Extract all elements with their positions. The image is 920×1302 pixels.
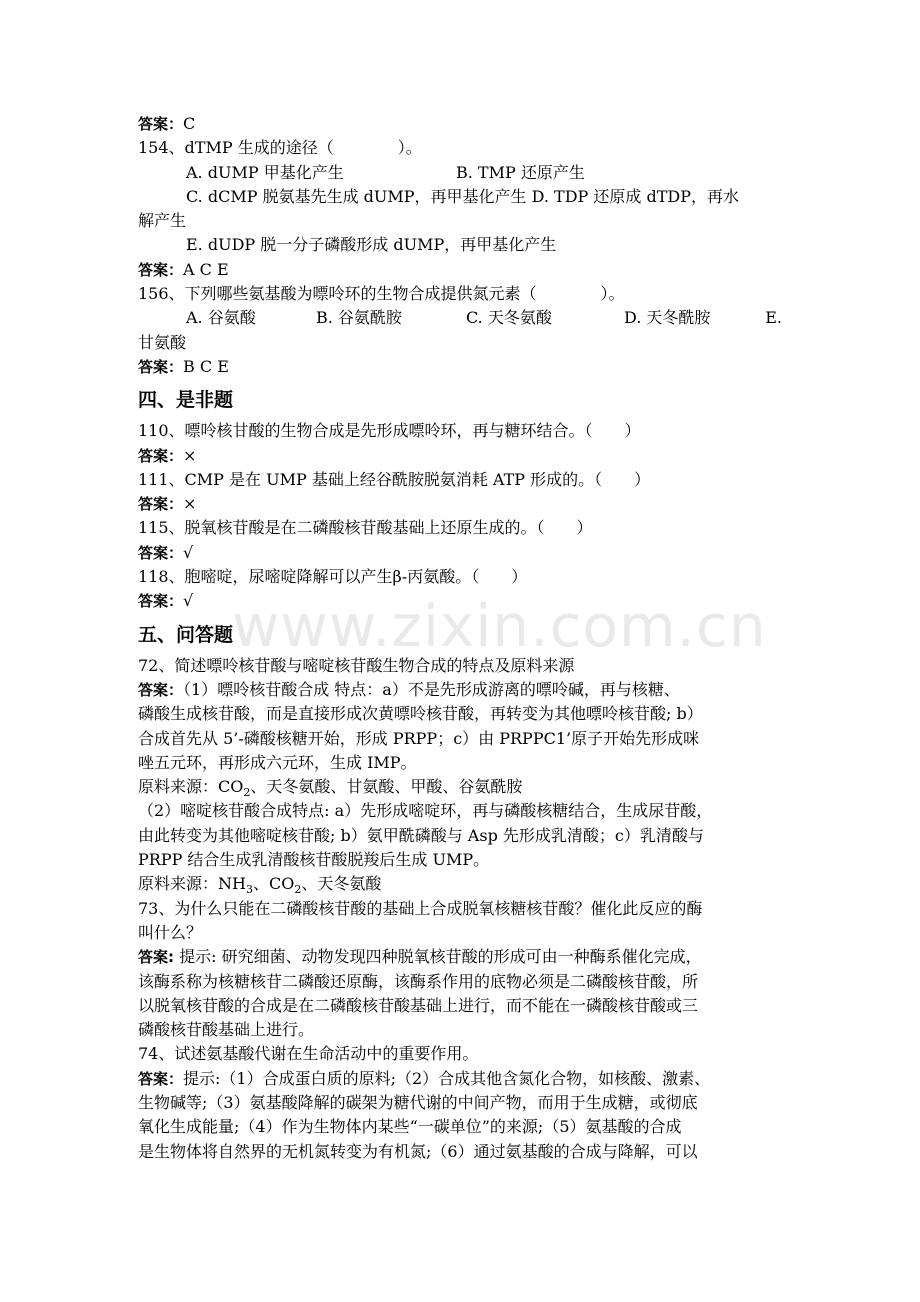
answer-label: 答案： bbox=[138, 446, 184, 465]
q73-stem-cont: 叫什么？ bbox=[138, 922, 203, 942]
tf-answer-line bbox=[138, 541, 782, 565]
q73-answer-line bbox=[138, 945, 782, 969]
answer-label: 答案： bbox=[138, 543, 184, 562]
q72-answer-text: （1）嘌呤核苷酸合成 特点：a）不是先形成游离的嘌呤碱，再与核糖、 bbox=[183, 679, 680, 699]
q156-stem: 156、下列哪些氨基酸为嘌呤环的生物合成提供氮元素（ ）。 bbox=[138, 284, 625, 304]
q74-answer-text: 生物碱等;（3）氨基酸降解的碳架为糖代谢的中间产物，而用于生成糖，或彻底 bbox=[138, 1092, 698, 1112]
q72-answer-text: 唑五元环，再形成六元环，生成 IMP。 bbox=[138, 752, 417, 772]
q154-options-cd: C. dCMP 脱氨基先生成 dUMP，再甲基化产生 D. TDP 还原成 dTDP，再水 bbox=[186, 186, 739, 206]
q73-answer-text: 以脱氧核苷酸的合成是在二磷酸核苷酸基础上进行，而不能在一磷酸核苷酸或三 bbox=[138, 995, 699, 1015]
section-heading-true-false: 四、是非题 bbox=[138, 389, 234, 412]
q73-stem: 73、为什么只能在二磷酸核苷酸的基础上合成脱氧核糖核苷酸？催化此反应的酶 bbox=[138, 898, 703, 918]
subscript: 2 bbox=[243, 786, 251, 800]
q156-answer-line bbox=[138, 355, 782, 379]
q72-answer-text: 磷酸生成核苷酸，而是直接形成次黄嘌呤核苷酸，再转变为其他嘌呤核苷酸; b） bbox=[138, 704, 703, 724]
q156-opt-e: E. bbox=[765, 308, 782, 328]
tf-question: 115、脱氧核苷酸是在二磷酸核苷酸基础上还原生成的。（ ） bbox=[138, 518, 593, 538]
q72-stem: 72、简述嘌呤核苷酸与嘧啶核苷酸生物合成的特点及原料来源 bbox=[138, 655, 575, 675]
q154-opt-b: B. TMP 还原产生 bbox=[456, 162, 585, 182]
q74-answer-text: 氧化生成能量;（4）作为生物体内某些“一碳单位”的来源;（5）氨基酸的合成 bbox=[138, 1117, 682, 1137]
q156-opt-d: D. 天冬酰胺 bbox=[624, 308, 711, 328]
answer-value: B C E bbox=[183, 356, 229, 376]
tf-answer-line bbox=[138, 492, 782, 516]
source-text: 原料来源：CO bbox=[138, 777, 244, 797]
source-text: 、天冬氨酸 bbox=[301, 874, 382, 894]
q154-options-ab bbox=[138, 161, 782, 185]
watermark: www.zixin.com.cn bbox=[232, 592, 767, 660]
answer-value: × bbox=[183, 494, 197, 514]
q74-answer-text: 是生物体将自然界的无机氮转变为有机氮;（6）通过氨基酸的合成与降解，可以 bbox=[138, 1141, 698, 1161]
answer-value: √ bbox=[183, 591, 194, 611]
answer-value: C bbox=[183, 114, 196, 133]
answer-label: 答案： bbox=[138, 260, 184, 279]
prev-answer-line bbox=[138, 112, 782, 136]
q154-opt-e: E. dUDP 脱一分子磷酸形成 dUMP，再甲基化产生 bbox=[186, 235, 557, 255]
answer-label: 答案： bbox=[138, 357, 184, 376]
tf-answer-line bbox=[138, 589, 782, 613]
q156-opt-a: A. 谷氨酸 bbox=[186, 308, 256, 328]
q154-opt-a: A. dUMP 甲基化产生 bbox=[186, 162, 344, 182]
q72-purine-source bbox=[138, 775, 782, 799]
document-page bbox=[138, 112, 782, 1164]
q73-answer-text: 磷酸核苷酸基础上进行。 bbox=[138, 1020, 315, 1040]
tf-question: 118、胞嘧啶，尿嘧啶降解可以产生β-丙氨酸。（ ） bbox=[138, 567, 528, 587]
section-heading-qa: 五、问答题 bbox=[138, 623, 234, 646]
tf-question: 110、嘌呤核甘酸的生物合成是先形成嘌呤环，再与糖环结合。（ ） bbox=[138, 421, 641, 441]
q156-options bbox=[138, 306, 782, 330]
q154-stem: 154、dTMP 生成的途径（ ）。 bbox=[138, 138, 422, 158]
q73-answer-text: 该酶系称为核糖核苷二磷酸还原酶，该酶系作用的底物必须是二磷酸核苷酸，所 bbox=[138, 971, 699, 991]
subscript: 3 bbox=[245, 883, 253, 897]
q74-answer-text: 提示:（1）合成蛋白质的原料;（2）合成其他含氮化合物，如核酸、激素、 bbox=[183, 1068, 711, 1088]
source-text: 、天冬氨酸、甘氨酸、甲酸、谷氨酰胺 bbox=[250, 777, 523, 797]
q156-opt-c: C. 天冬氨酸 bbox=[466, 308, 552, 328]
q156-opt-e-cont: 甘氨酸 bbox=[138, 332, 187, 352]
source-text: 原料来源：NH bbox=[138, 874, 246, 894]
q72-answer-text: （2）嘧啶核苷酸合成特点: a）先形成嘧啶环，再与磷酸核糖结合，生成尿苷酸， bbox=[138, 801, 713, 821]
q74-stem: 74、试述氨基酸代谢在生命活动中的重要作用。 bbox=[138, 1044, 479, 1064]
answer-label: 答案： bbox=[138, 680, 184, 699]
answer-label: 答案: bbox=[138, 948, 174, 967]
answer-label: 答案： bbox=[138, 1069, 184, 1088]
answer-label: 答案： bbox=[138, 592, 184, 611]
q156-opt-b: B. 谷氨酰胺 bbox=[316, 308, 402, 328]
source-text: 、CO bbox=[252, 874, 295, 894]
q72-pyrimidine-source bbox=[138, 872, 782, 896]
answer-value: √ bbox=[183, 542, 194, 562]
subscript: 2 bbox=[294, 883, 302, 897]
q72-answer-text: 合成首先从 5’-磷酸核糖开始，形成 PRPP；c）由 PRPPC1’原子开始先形成咪 bbox=[138, 728, 700, 748]
q72-answer-line bbox=[138, 678, 782, 702]
q154-options-cd-cont: 解产生 bbox=[138, 211, 187, 231]
answer-value: A C E bbox=[183, 259, 229, 279]
answer-value: × bbox=[183, 445, 197, 465]
q72-answer-text: 由此转变为其他嘧啶核苷酸; b）氨甲酰磷酸与 Asp 先形成乳清酸；c）乳清酸与 bbox=[138, 825, 704, 845]
answer-label: 答案： bbox=[138, 115, 184, 133]
q72-answer-text: PRPP 结合生成乳清酸核苷酸脱羧后生成 UMP。 bbox=[138, 850, 490, 870]
q154-answer-line bbox=[138, 258, 782, 282]
tf-question: 111、CMP 是在 UMP 基础上经谷酰胺脱氨消耗 ATP 形成的。（ ） bbox=[138, 469, 651, 489]
q74-answer-line bbox=[138, 1067, 782, 1091]
q73-answer-text: 提示: 研究细菌、动物发现四种脱氧核苷酸的形成可由一种酶系催化完成， bbox=[174, 947, 702, 967]
tf-answer-line bbox=[138, 444, 782, 468]
answer-label: 答案： bbox=[138, 495, 184, 514]
